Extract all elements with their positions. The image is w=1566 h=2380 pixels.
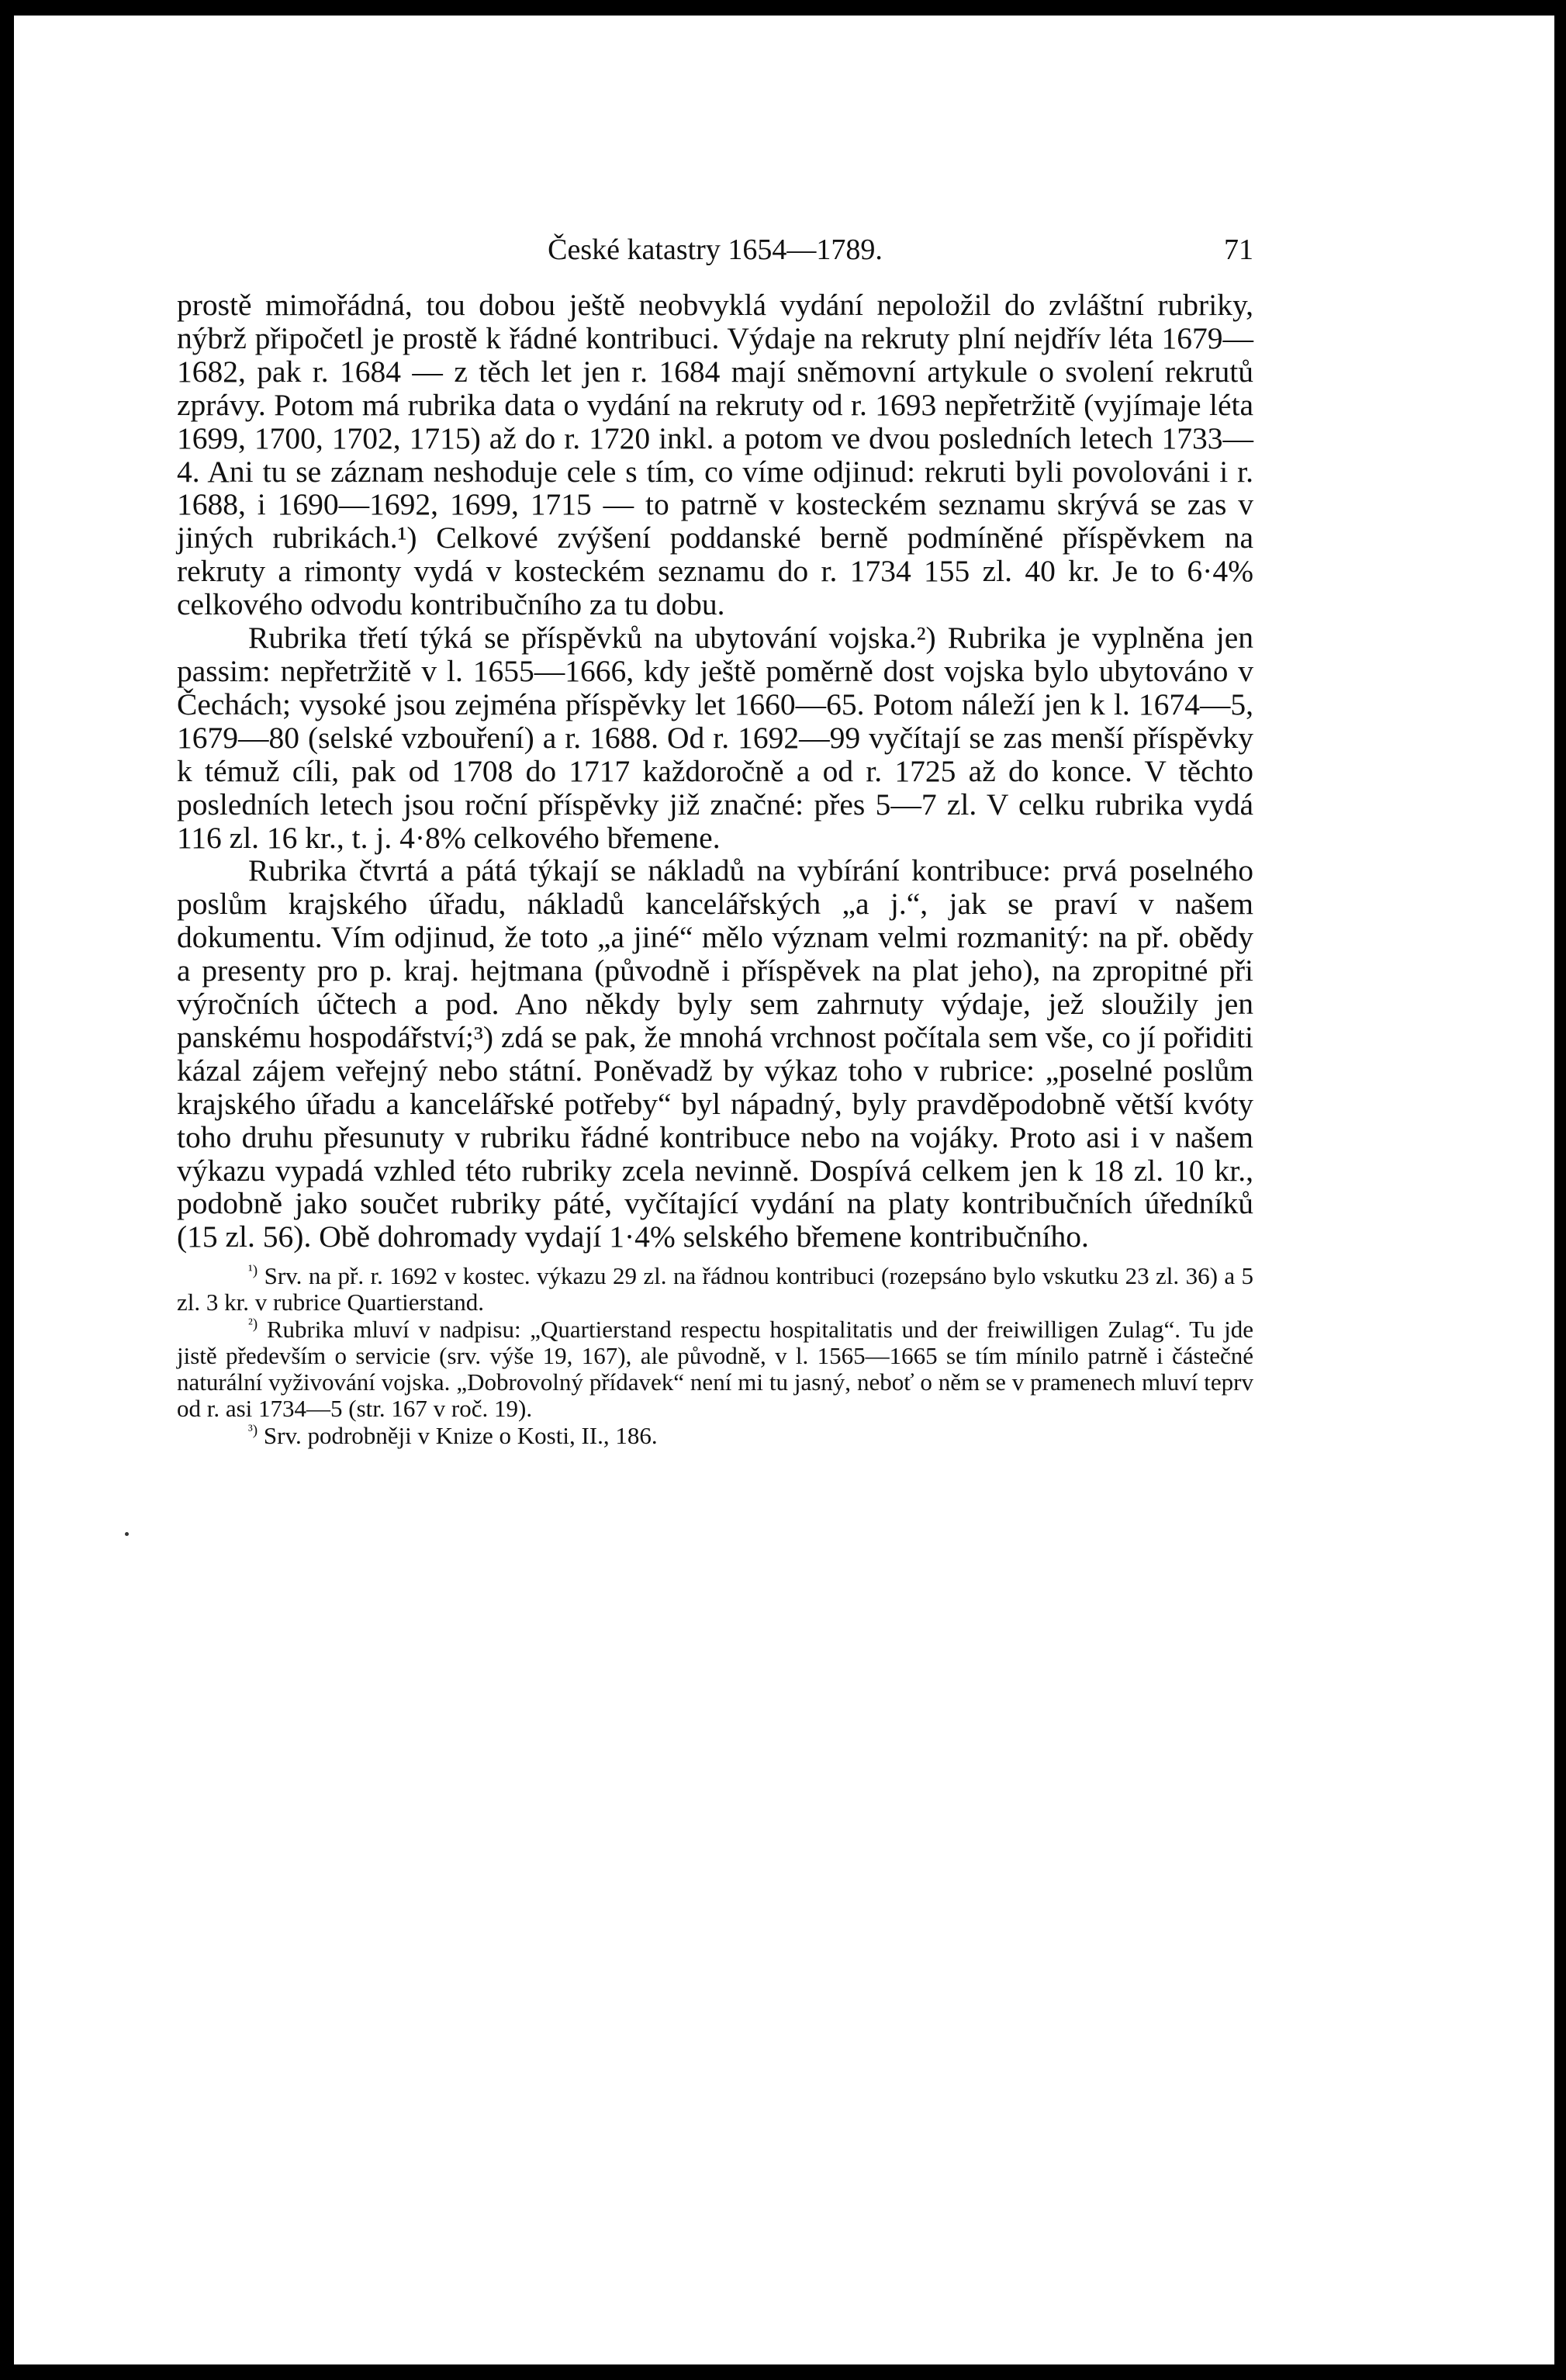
running-head [177, 233, 1253, 287]
text-block [177, 233, 1253, 1449]
footnote-text-2: Rubrika mluví v nadpisu: „Quartierstand respectu hospitalitatis und der freiwilligen Zulag“. Tu jde jistě především o servicie (srv. výše 19, 167), ale původně, v l. 1565—1665 se tím mínilo patrně i částečné naturální vyživování vojska. „Dobrovolný přídavek“ není mi tu jasný, neboť o něm se v pramenech mluví teprv od r. asi 1734—5 (str. 167 v roč. 19). [177, 1315, 1253, 1423]
footnote-text-1: Srv. na př. r. 1692 v kostec. výkazu 29 zl. na řádnou kontribuci (rozepsáno bylo vskutku 23 zl. 36) a 5 zl. 3 kr. v rubrice Quartierstand. [177, 1262, 1254, 1316]
paragraph-3: Rubrika čtvrtá a pátá týkají se nákladů na vybírání kontribuce: prvá poselného poslům krajského úřadu, nákladů kancelářských „a j.“, jak se praví v našem dokumentu. Vím odjinud, že toto „a jiné“ mělo význam velmi rozmanitý: na př. obědy a presenty pro p. kraj. hejtmana (původně i příspěvek na plat jeho), na zpropitné při výročních účtech a pod. Ano někdy byly sem zahrnuty výdaje, jež sloužily jen panskému hospodářství;³) zdá se pak, že mnohá vrchnost počítala sem vše, co jí pořiditi kázal zájem veřejný nebo státní. Poněvadž by výkaz toho v rubrice: „poselné poslům krajského úřadu a kancelářské potřeby“ byl nápadný, byly pravděpodobně větší kvóty toho druhu přesunuty v rubriku řádné kontribuce nebo na vojáky. Proto asi i v našem výkazu vypadá vzhled této rubriky zcela nevinně. Dospívá celkem jen k 18 zl. 10 kr., podobně jako součet rubriky páté, vyčítající vydání na platy kontribučních úředníků (15 zl. 56). Obě dohromady vydají 1·4% selského břemene kontribučního. [177, 853, 1253, 1254]
paragraph-2: Rubrika třetí týká se příspěvků na ubytování vojska.²) Rubrika je vyplněna jen passim: nepřetržitě v l. 1655—1666, kdy ještě poměrně dost vojska bylo ubytováno v Čechách; vysoké jsou zejména příspěvky let 1660—65. Potom náleží jen k l. 1674—5, 1679—80 (selské vzbouření) a r. 1688. Od r. 1692—99 vyčítají se zas menší příspěvky k témuž cíli, pak od 1708 do 1717 každoročně a od r. 1725 až do konce. V těchto posledních letech jsou roční příspěvky již značné: přes 5—7 zl. V celku rubrika vydá 116 zl. 16 kr., t. j. 4·8% celkového břemene. [177, 621, 1253, 855]
footnotes [177, 1263, 1253, 1448]
running-title: České katastry 1654—1789. [548, 234, 883, 266]
paragraph-1: prostě mimořádná, tou dobou ještě neobvyklá vydání nepoložil do zvláštní rubriky, nýbrž připočetl je prostě k řádné kontribuci. Výdaje na rekruty plní nejdřív léta 1679—1682, pak r. 1684 — z těch let jen r. 1684 mají sněmovní artykule o svolení rekrutů zprávy. Potom má rubrika data o vydání na rekruty od r. 1693 nepřetržitě (vyjímaje léta 1699, 1700, 1702, 1715) až do r. 1720 inkl. a potom ve dvou posledních letech 1733—4. Ani tu se záznam neshoduje cele s tím, co víme odjinud: rekruti byli povolováni i r. 1688, i 1690—1692, 1699, 1715 — to patrně v kosteckém seznamu skrývá se zas v jiných rubrikách.¹) Celkové zvýšení poddanské berně podmíněné příspěvkem na rekruty a rimonty vydá v kosteckém seznamu do r. 1734 155 zl. 40 kr. Je to 6·4% celkového odvodu kontribučního za tu dobu. [177, 288, 1253, 622]
footnote-2 [177, 1316, 1253, 1423]
footnote-3 [177, 1423, 1253, 1449]
margin-dot [125, 1532, 129, 1536]
footnote-text-3: Srv. podrobněji v Knize o Kosti, II., 186. [263, 1421, 658, 1449]
page-number: 71 [1224, 234, 1253, 266]
footnote-marker-3: ³) [248, 1422, 258, 1439]
footnote-1 [177, 1263, 1253, 1316]
book-page [14, 16, 1554, 2364]
main-text [177, 289, 1253, 1254]
footnote-marker-1: ¹) [248, 1262, 258, 1279]
footnote-marker-2: ²) [248, 1316, 258, 1333]
